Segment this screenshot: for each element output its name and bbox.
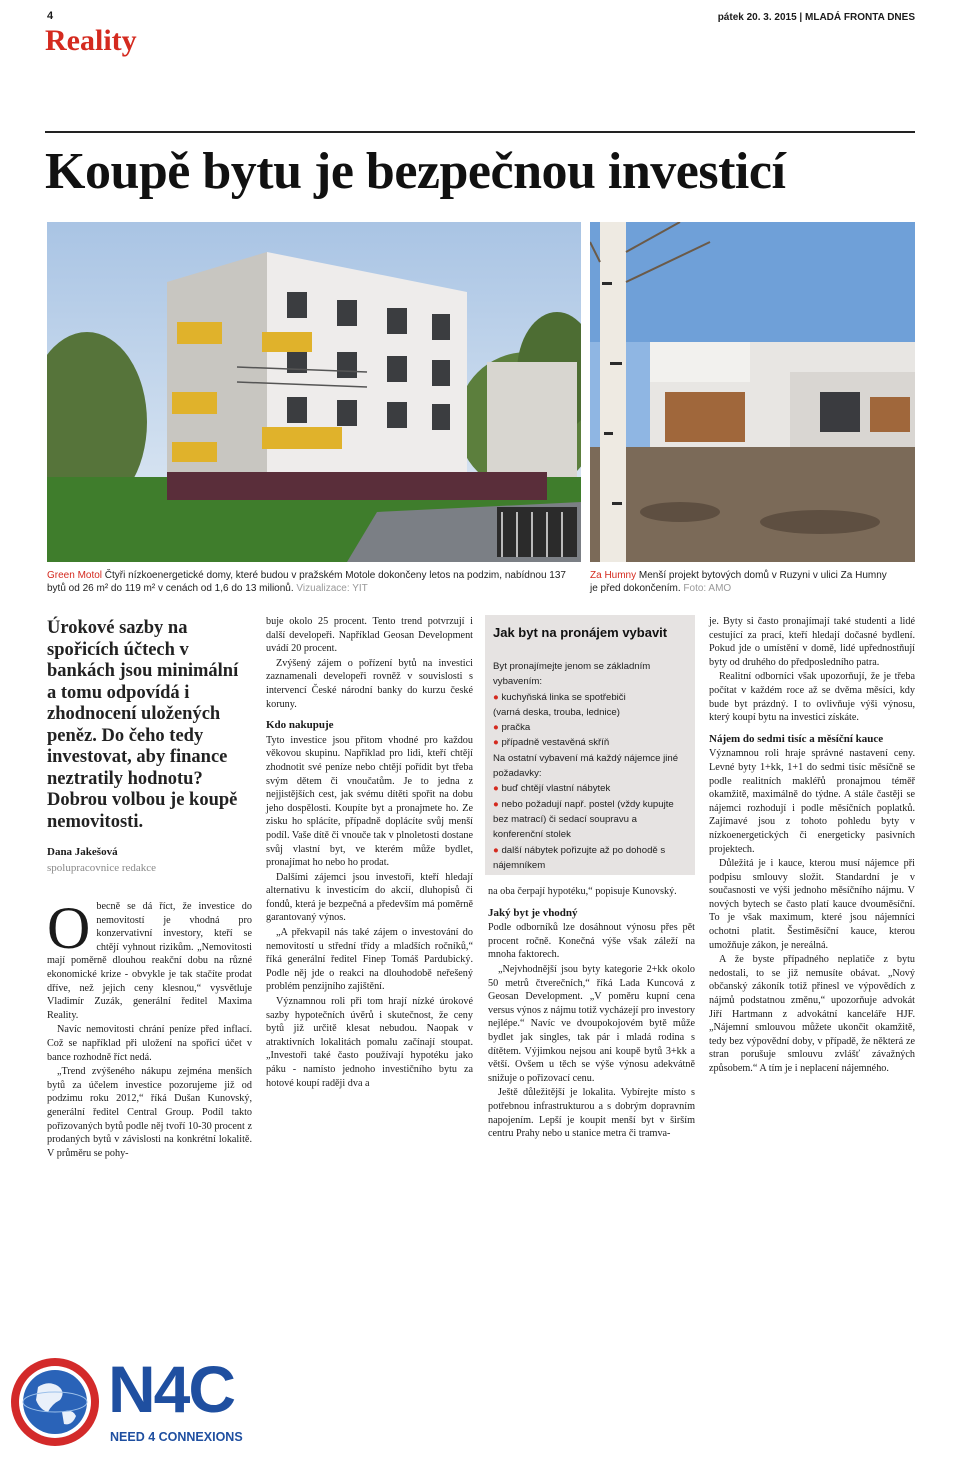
info-box-item: ● pračka: [493, 722, 531, 734]
col1-p3: „Trend zvýšeného nákupu zejména menších bytů za účelem investice pozorujeme již od podzimu roku 2012,“ říká Dušan Kunovský, generální ředitel Central Group. Podíl takto pořizovaných bytů podle něj tvoří 10-30 procent z prodaných bytů v závislosti na konkrétní lokalitě. V průměru se pohy-: [47, 1066, 252, 1159]
caption-right-credit: Foto: AMO: [680, 583, 732, 594]
caption-left-text: Čtyři nízkoenergetické domy, které budou v pražském Motole dokončeny letos na podzim, nabídnou 137 bytů od 26 m² do 119 m² v cenách od 1,6 do 13 milionů.: [47, 570, 566, 594]
col2-subheading: Kdo nakupuje: [266, 719, 334, 732]
col4-p5: A že byste případného neplatiče z bytu nedostali, to se již nemusíte obávat. „Nový občanský zákoník totiž přinesl ve výpovědích z nájmů podstatnou změnu,“ upozorňuje advokát Jiří Hartmann z advokátní kanceláře HJF. „Nájemní smlouvou můžete ukončit okamžitě, tedy bez výpovědní doby, v případě, že některá ze stran porušuje smlouvu zvlášť závažných způsobem.“ A tím je i neplacení nájemného.: [709, 954, 915, 1074]
caption-left-name: Green Motol: [47, 570, 103, 581]
info-box-body: [493, 659, 689, 873]
col3-p2: Podle odborníků lze dosáhnout výnosu přes pět procent ročně. Konečná výše však záleží na mnoha faktorech.: [488, 922, 695, 961]
col4-p1: je. Byty si často pronajímají také studenti a lidé cestující za prací, kteří hledají dočasné bydlení. Pokud jde o umístění v domě, lidé upřednostňují byty od druhého do předposledního patra.: [709, 616, 915, 668]
info-box-item: ● kuchyňská linka se spotřebiči: [493, 691, 626, 703]
info-box: [485, 615, 695, 875]
col4-p4: Důležitá je i kauce, kterou musí nájemce při podpisu smlouvy složit. Standardní je v současnosti ve výši jednoho měsíčního nájmu. V nových bytech se často platí kauce dvouměsíční. To je však maximum, které jsou nájemníci ochotni platit. Šestiměsíční kauce, kterou umožňuje zákon, je nereálná.: [709, 858, 915, 951]
date-line: pátek 20. 3. 2015 | MLADÁ FRONTA DNES: [717, 12, 915, 23]
page-header: [47, 8, 915, 28]
info-box-mid: Na ostatní vybavení má každý nájemce jiné požadavky:: [493, 752, 679, 780]
col3-p1: na oba čerpají hypotéku,“ popisuje Kunovský.: [488, 886, 677, 897]
caption-left: [47, 569, 577, 595]
col4-p3: Významnou roli hraje správné nastavení ceny. Levné byty 1+kk, 1+1 do sedmi tisíc měsíčně se podle realitních makléřů pronajmou téměř okamžitě, maximálně do týdne. A stále častěji se nájemci rozhodují i podle měsíčních poplatků. Zajímavé jsou z tohoto pohledu byty v nízkoenergetických či energeticky pasivních projektech.: [709, 748, 915, 855]
caption-right: [590, 569, 890, 595]
logo-mark: N4C: [108, 1352, 235, 1426]
col3-subheading: Jaký byt je vhodný: [488, 906, 578, 919]
col2-p2: Zvýšený zájem o pořízení bytů na investici zaznamenali developeři rovněž v souvislosti s intervencí České národní banky do kurzu české koruny.: [266, 657, 473, 710]
column-1: [47, 895, 252, 1161]
col2-p5: „A překvapil nás také zájem o investování do nemovitostí u střední třídy a mladších ročníků,“ říká generální ředitel Finep Tomáš Pardubický. Podle něj jde o reakci na dlouhodobě neřešený problém penzijního zajištění.: [266, 927, 473, 993]
photo-green-motol: [47, 222, 581, 562]
author-name: Dana Jakešová: [47, 846, 118, 858]
header-rule: [45, 131, 915, 133]
info-box-title: Jak byt na pronájem vybavit: [493, 625, 668, 640]
col2-p6: Významnou roli při tom hrají nízké úrokové sazby hypotečních úvěrů i skutečnost, že ceny bytů již určitě klesat nebudou. Naopak v atraktivních lokalitách pomalu začínají stoupat. „Investoři také často používají hypotéku jako páku - namísto jednoho investičního bytu za hotové koupí raději dva a: [266, 996, 473, 1089]
col4-p2: Realitní odborníci však upozorňují, že je třeba počítat v každém roce až se dvěma měsíci, kdy bude byt prázdný. I to ovlivňuje výši výnosu, který koupí bytu na investici získáte.: [709, 671, 915, 724]
col1-p1: becně se dá říct, že investice do nemovitostí je vhodná pro konzervativní investory, kteří se chtějí vyhnout rizikům. „Nemovitosti mají poměrně dlouhou reakční dobu na různé ekonomické krize - obvykle je tak stačíte prodat dříve, než jejich ceny klesnou,“ vysvětluje Vladimír Zuzák, generální ředitel Maxima Reality.: [47, 901, 252, 1021]
article-headline: Koupě bytu je bezpečnou investicí: [45, 143, 786, 200]
info-box-item: ● buď chtějí vlastní nábytek: [493, 783, 611, 795]
column-4: [709, 615, 915, 1077]
info-box-item: ● nebo požadují např. postel (vždy kupujte bez matrací) či sedací soupravu a konferenční stolek: [493, 798, 674, 841]
building-rendering-image: [47, 222, 581, 562]
col4-subheading: Nájem do sedmi tisíc a měsíční kauce: [709, 732, 884, 745]
col2-p4: Dalšími zájemci jsou investoři, kteří hledají alternativu k investicím do akcií, dluhopisů či fondů, která je bezpečná a především má poměrně garantovaný výnos.: [266, 871, 473, 924]
author-role: spolupracovnice redakce: [47, 862, 157, 874]
caption-left-credit: Vizualizace: YIT: [293, 583, 368, 594]
article-lead: Úrokové sazby na spořicích účtech v bankách jsou minimální a tomu odpovídá i zhodnocení uložených peněz. Do čeho tedy investovat, aby finance neztratily hodnotu? Dobrou volbou je koupě nemovitosti.: [47, 618, 239, 832]
info-box-item: (varná deska, trouba, lednice): [493, 706, 620, 718]
info-box-item: ● případně vestavěná skříň: [493, 737, 610, 749]
page-number: 4: [47, 10, 54, 22]
dropcap: O: [47, 895, 91, 961]
column-2: [266, 615, 473, 1091]
info-box-item: ● další nábytek pořizujte až po dohodě s nájemníkem: [493, 844, 666, 871]
col3-p4: Ještě důležitější je lokalita. Vybírejte místo s potřebnou infrastrukturou a s dobrým dopravním napojením. Lepší je koupit menší byt v širším centru Prahy nebo u stanice metra či tramva-: [488, 1087, 695, 1140]
info-box-intro: Byt pronajímejte jenom se základním vybavením:: [493, 661, 651, 688]
section-title: Reality: [45, 24, 137, 57]
col2-p3: Tyto investice jsou přitom vhodné pro každou věkovou skupinu. Například pro lidi, kteří chtějí zhodnotit své peníze nebo chtějí pořídit byt třeba svým dětem či vnoučatům. Je to jedna z nejjistějších cest, jak svému dítěti spořit na dobu jeho dospělosti. Koupíte byt a pronajmete ho. Ze zisku ho splácíte, případně doplácíte svůj menší podíl. Vaše dítě či vnouče tak v plnoletosti dostane svůj vlastní byt, ve kterém může bydlet, pronajímat ho nebo ho prodat.: [266, 734, 473, 869]
column-3: [488, 885, 695, 1142]
caption-right-name: Za Humny: [590, 570, 637, 581]
col1-p2: Navíc nemovitosti chrání peníze před inflací. Což se například při uložení na spořicí účet v bance rozhodně říct nedá.: [47, 1024, 252, 1063]
photo-za-humny: [590, 222, 915, 562]
col2-p1: buje okolo 25 procent. Tento trend potvrzují i další developeři. Například Geosan Development uvádí 20 procent.: [266, 616, 473, 655]
col3-p3: „Nejvhodnější jsou byty kategorie 2+kk okolo 50 metrů čtverečních,“ říká Lada Kuncová z Geosan Development. „V poměru kupní cena versus výnos z nájmu totiž vycházejí pro investory nejlépe.“ Navíc ve dvoupokojovém bytě může bydlet jak singles, tak pár i mladá rodina s dítětem. Výjimkou nejsou ani koupě bytů 3+kk a větší. Ovšem u těch se výše výnosu adekvátně snižuje o pořizovací cenu.: [488, 963, 695, 1084]
n4c-logo: [0, 1352, 270, 1452]
caption-right-text: Menší projekt bytových domů v Ruzyni v ulici Za Humny je před dokončením.: [590, 570, 887, 594]
houses-photo-image: [590, 222, 915, 562]
logo-tagline: NEED 4 CONNEXIONS: [110, 1430, 243, 1444]
